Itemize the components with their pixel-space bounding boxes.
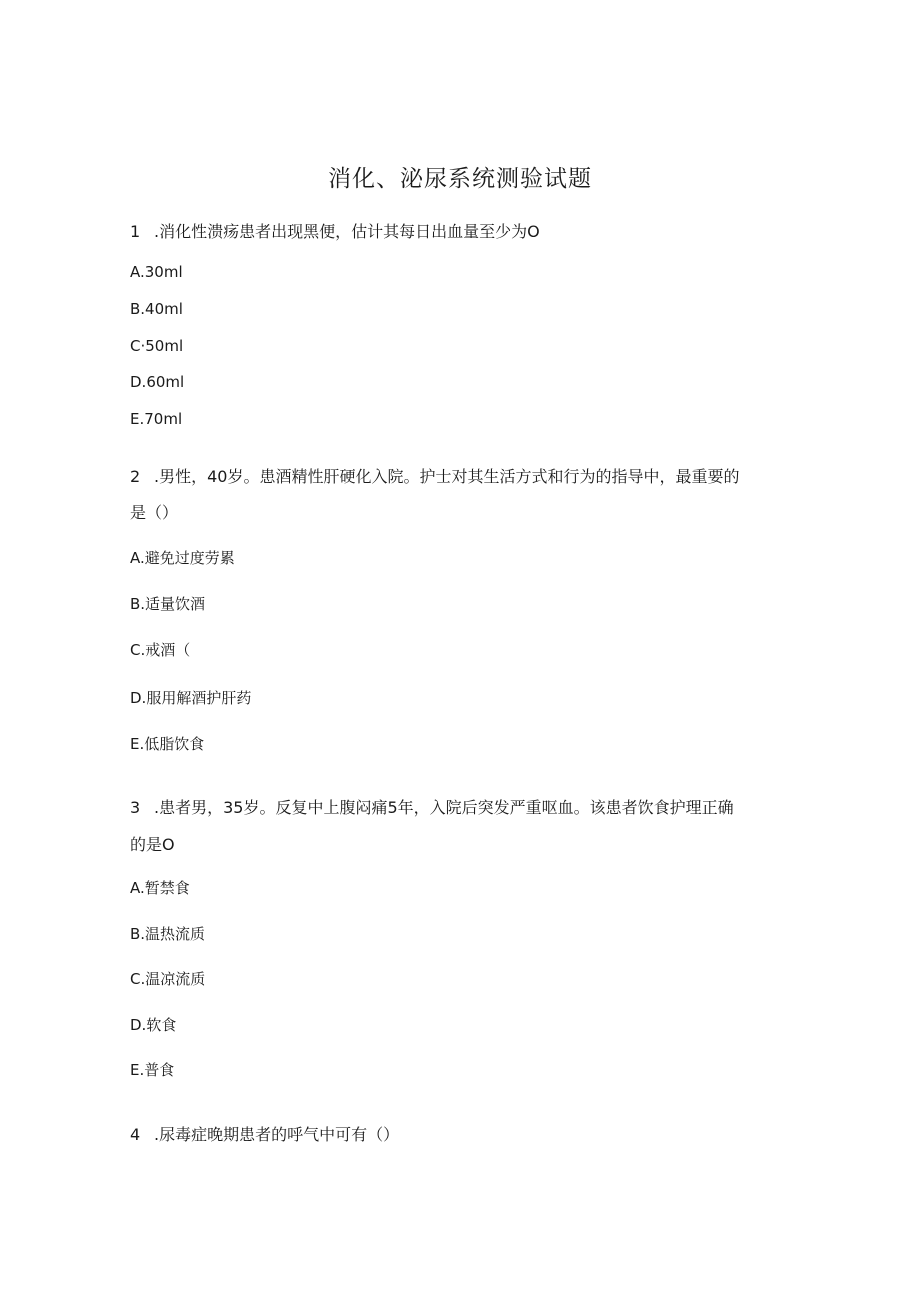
question-1 — [130, 219, 540, 242]
q3-option-b: B.温热流质 — [130, 925, 206, 943]
question-2-text-continued: 是（） — [130, 503, 179, 522]
q2-option-c: C.戒酒（ — [130, 641, 191, 659]
question-3-text-continued: 的是O — [130, 835, 175, 854]
question-1-number: 1 — [130, 222, 141, 241]
question-2 — [130, 464, 739, 487]
question-2-text: .男性，40岁。患酒精性肝硬化入院。护士对其生活方式和行为的指导中，最重要的 — [154, 467, 740, 486]
q1-option-a: A.30ml — [130, 263, 183, 281]
q2-option-a: A.避免过度劳累 — [130, 549, 235, 567]
question-3-number: 3 — [130, 798, 141, 817]
q3-option-a: A.暂禁食 — [130, 879, 190, 897]
q3-option-d: D.软食 — [130, 1016, 177, 1034]
question-3 — [130, 795, 734, 818]
q1-option-b: B.40ml — [130, 300, 183, 318]
question-2-number: 2 — [130, 467, 141, 486]
q3-option-e: E.普食 — [130, 1061, 175, 1079]
page-title: 消化、泌尿系统测验试题 — [328, 166, 592, 192]
question-3-text: .患者男，35岁。反复中上腹闷痛5年，入院后突发严重呕血。该患者饮食护理正确 — [154, 798, 734, 817]
q3-option-c: C.温凉流质 — [130, 970, 206, 988]
q2-option-e: E.低脂饮食 — [130, 735, 205, 753]
q2-option-d: D.服用解酒护肝药 — [130, 689, 252, 707]
question-1-text: .消化性溃疡患者出现黑便，估计其每日出血量至少为O — [154, 222, 540, 241]
q1-option-c: C·50ml — [130, 337, 184, 355]
q1-option-e: E.70ml — [130, 410, 183, 428]
question-4-number: 4 — [130, 1125, 141, 1144]
question-4-text: .尿毒症晚期患者的呼气中可有（） — [154, 1125, 400, 1144]
q2-option-b: B.适量饮酒 — [130, 595, 206, 613]
q1-option-d: D.60ml — [130, 373, 185, 391]
question-4 — [130, 1122, 399, 1145]
